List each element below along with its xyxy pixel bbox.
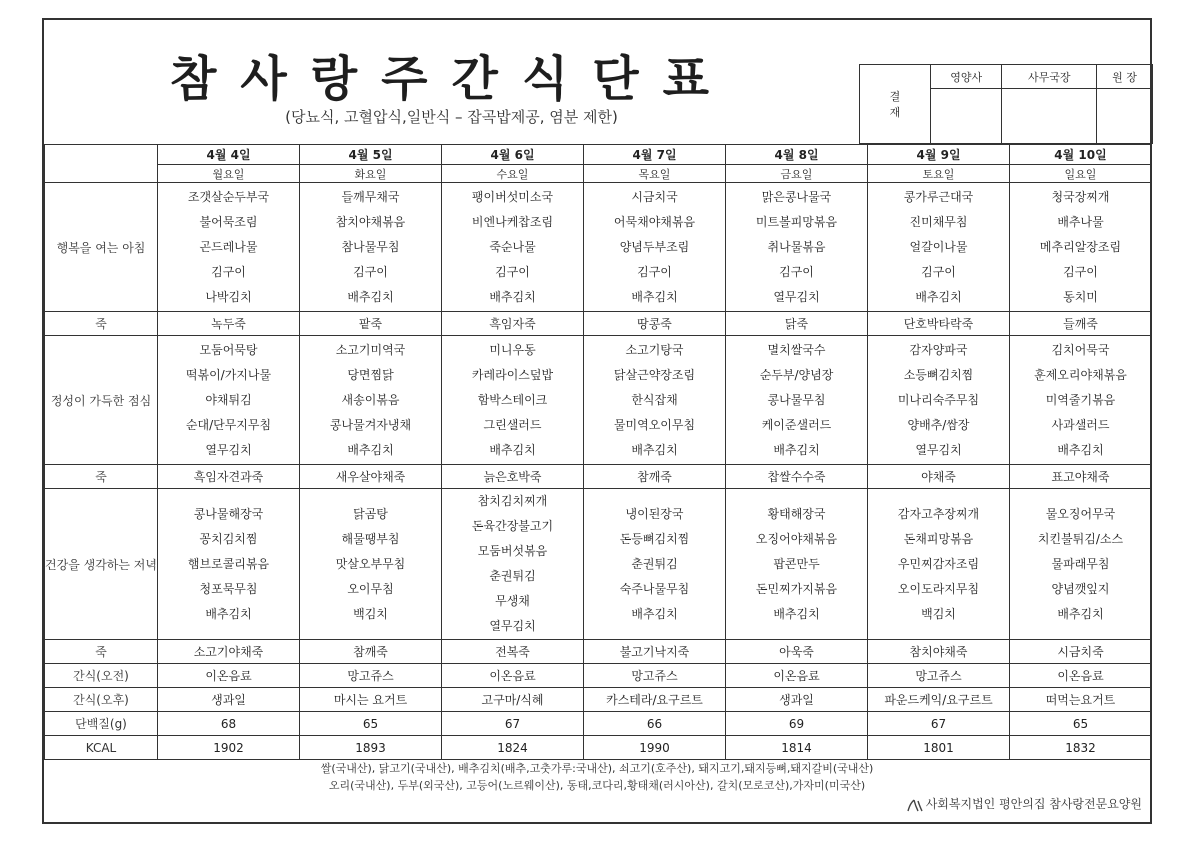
row-label-snack-pm: 간식(오후) — [45, 688, 158, 712]
porridge-cell: 참치야채죽 — [868, 640, 1010, 664]
meal-cell — [300, 489, 442, 640]
porridge-cell: 늙은호박죽 — [442, 465, 584, 489]
row-label-snack-am: 간식(오전) — [45, 664, 158, 688]
menu-item: 케이준샐러드 — [761, 417, 832, 432]
protein-cell: 68 — [158, 712, 300, 736]
porridge-cell: 불고기낙지죽 — [584, 640, 726, 664]
menu-item: 새송이볶음 — [341, 392, 400, 407]
menu-item: 콩나물겨자냉채 — [329, 417, 412, 432]
organization-label: 사회복지법인 평안의집 참사랑전문요양원 — [925, 797, 1142, 811]
menu-item: 떡볶이/가지나물 — [185, 367, 272, 382]
snack-pm-cell: 파운드케익/요구르트 — [868, 688, 1010, 712]
snack-pm-cell: 생과일 — [158, 688, 300, 712]
day-date: 4월 10일 — [1010, 145, 1152, 165]
menu-item: 물미역오이무침 — [613, 417, 696, 432]
menu-item: 꽁치김치찜 — [199, 531, 258, 546]
menu-item: 함박스테이크 — [477, 392, 548, 407]
menu-item: 닭살근약장조림 — [613, 367, 696, 382]
menu-item: 시금치국 — [631, 189, 678, 204]
approval-box — [859, 64, 1153, 144]
kcal-cell: 1832 — [1010, 736, 1152, 760]
menu-item: 팝콘만두 — [773, 556, 820, 571]
menu-item: 소등뼈김치찜 — [903, 367, 974, 382]
menu-item: 참치야채볶음 — [335, 214, 406, 229]
menu-item: 멸치쌀국수 — [767, 342, 826, 357]
day-of-week: 월요일 — [158, 165, 300, 183]
meal-cell — [584, 489, 726, 640]
menu-item: 배추김치 — [631, 442, 678, 457]
porridge-cell: 참깨죽 — [584, 465, 726, 489]
protein-cell: 65 — [1010, 712, 1152, 736]
meal-cell — [1010, 183, 1152, 312]
menu-item: 김구이 — [495, 264, 530, 279]
porridge-cell: 전복죽 — [442, 640, 584, 664]
menu-item: 배추김치 — [773, 442, 820, 457]
menu-item: 들깨무채국 — [341, 189, 400, 204]
day-of-week: 금요일 — [726, 165, 868, 183]
porridge-cell: 땅콩죽 — [584, 312, 726, 336]
menu-item: 소고기탕국 — [625, 342, 684, 357]
menu-item: 춘권튀김 — [489, 569, 536, 583]
row-label-dinner: 건강을 생각하는 저녁 — [45, 489, 158, 640]
menu-item: 춘권튀김 — [631, 556, 678, 571]
menu-item: 김구이 — [779, 264, 814, 279]
menu-item: 한식잡채 — [631, 392, 678, 407]
porridge-cell: 새우살야채죽 — [300, 465, 442, 489]
snack-pm-cell: 생과일 — [726, 688, 868, 712]
menu-item: 청포묵무침 — [199, 581, 258, 596]
menu-item: 나박김치 — [205, 289, 252, 304]
menu-item: 오이도라지무침 — [897, 581, 980, 596]
menu-item: 닭곰탕 — [353, 506, 388, 521]
snack-am-cell: 이온음료 — [726, 664, 868, 688]
meal-cell — [1010, 489, 1152, 640]
menu-item: 냉이된장국 — [625, 506, 684, 521]
menu-item: 진미채무침 — [909, 214, 968, 229]
day-date: 4월 9일 — [868, 145, 1010, 165]
menu-item: 콩나물해장국 — [193, 506, 264, 521]
porridge-cell: 야채죽 — [868, 465, 1010, 489]
kcal-cell: 1801 — [868, 736, 1010, 760]
menu-item: 돈민찌가지볶음 — [755, 581, 838, 596]
menu-item: 얼갈이나물 — [909, 239, 968, 254]
approval-sign-head[interactable] — [1097, 89, 1153, 144]
approval-role-head: 원 장 — [1097, 65, 1153, 89]
menu-item: 배추김치 — [347, 442, 394, 457]
approval-sign-nutritionist[interactable] — [931, 89, 1002, 144]
menu-item: 감자고추장찌개 — [897, 506, 980, 521]
approval-sign-director[interactable] — [1002, 89, 1097, 144]
meal-cell — [442, 183, 584, 312]
protein-cell: 67 — [868, 712, 1010, 736]
protein-cell: 67 — [442, 712, 584, 736]
approval-role-director: 사무국장 — [1002, 65, 1097, 89]
menu-item: 순대/단무지무침 — [185, 417, 272, 432]
porridge-cell: 소고기야채죽 — [158, 640, 300, 664]
meal-cell — [158, 489, 300, 640]
menu-item: 양념깻잎지 — [1051, 581, 1110, 596]
menu-item: 배추김치 — [915, 289, 962, 304]
menu-item: 우민찌감자조림 — [897, 556, 980, 571]
snack-pm-cell: 고구마/식혜 — [442, 688, 584, 712]
approval-role-nutritionist: 영양사 — [931, 65, 1002, 89]
menu-item: 동치미 — [1063, 289, 1098, 304]
meal-cell — [868, 183, 1010, 312]
menu-item: 백김치 — [921, 606, 956, 621]
snack-am-cell: 망고쥬스 — [584, 664, 726, 688]
meal-cell — [442, 336, 584, 465]
porridge-cell: 단호박타락죽 — [868, 312, 1010, 336]
row-label-breakfast: 행복을 여는 아침 — [45, 183, 158, 312]
meal-cell — [868, 336, 1010, 465]
day-of-week: 일요일 — [1010, 165, 1152, 183]
menu-item: 숙주나물무침 — [619, 581, 690, 596]
day-date: 4월 4일 — [158, 145, 300, 165]
menu-item: 곤드레나물 — [199, 239, 258, 254]
menu-item: 배추김치 — [489, 289, 536, 304]
menu-item: 콩가루근대국 — [903, 189, 974, 204]
menu-item: 무생채 — [495, 594, 530, 608]
meal-cell — [158, 336, 300, 465]
meal-cell — [300, 336, 442, 465]
protein-cell: 69 — [726, 712, 868, 736]
meal-cell — [726, 489, 868, 640]
menu-item: 훈제오리야채볶음 — [1034, 367, 1127, 382]
porridge-cell: 찹쌀수수죽 — [726, 465, 868, 489]
menu-item: 김구이 — [211, 264, 246, 279]
snack-am-cell: 망고쥬스 — [868, 664, 1010, 688]
protein-cell: 65 — [300, 712, 442, 736]
porridge-cell: 표고야채죽 — [1010, 465, 1152, 489]
menu-item: 열무김치 — [205, 442, 252, 457]
organization-logo-icon — [906, 798, 924, 812]
menu-item: 죽순나물 — [489, 239, 536, 254]
menu-item: 팽이버섯미소국 — [471, 189, 554, 204]
corner-cell — [45, 145, 158, 183]
row-label-lunch: 정성이 가득한 점심 — [45, 336, 158, 465]
menu-item: 해물땡부침 — [341, 531, 400, 546]
meal-cell — [158, 183, 300, 312]
menu-item: 당면찜닭 — [347, 367, 394, 382]
porridge-cell: 들깨죽 — [1010, 312, 1152, 336]
porridge-cell: 팥죽 — [300, 312, 442, 336]
menu-item: 양배추/쌈장 — [907, 417, 970, 432]
kcal-cell: 1893 — [300, 736, 442, 760]
kcal-cell: 1814 — [726, 736, 868, 760]
menu-item: 배추김치 — [631, 606, 678, 621]
meal-cell — [584, 336, 726, 465]
porridge-cell: 녹두죽 — [158, 312, 300, 336]
menu-item: 돈등뼈김치찜 — [619, 531, 690, 546]
menu-item: 순두부/양념장 — [759, 367, 834, 382]
menu-item: 콩나물무침 — [767, 392, 826, 407]
organization-name — [906, 795, 1142, 812]
menu-item: 김구이 — [353, 264, 388, 279]
day-of-week: 화요일 — [300, 165, 442, 183]
porridge-cell: 참깨죽 — [300, 640, 442, 664]
menu-item: 김구이 — [637, 264, 672, 279]
kcal-cell: 1990 — [584, 736, 726, 760]
menu-item: 김치어묵국 — [1051, 342, 1110, 357]
menu-item: 배추김치 — [773, 606, 820, 621]
menu-item: 열무김치 — [773, 289, 820, 304]
menu-item: 모둠버섯볶음 — [477, 544, 548, 558]
menu-item: 돈육간장불고기 — [471, 519, 554, 533]
snack-am-cell: 이온음료 — [1010, 664, 1152, 688]
menu-item: 감자양파국 — [909, 342, 968, 357]
menu-item: 열무김치 — [915, 442, 962, 457]
menu-item: 물오징어무국 — [1045, 506, 1116, 521]
approval-label: 결 재 — [860, 65, 931, 144]
footer — [44, 750, 1150, 822]
menu-item: 맛살오부무침 — [335, 556, 406, 571]
day-of-week: 수요일 — [442, 165, 584, 183]
menu-item: 참나물무침 — [341, 239, 400, 254]
menu-item: 취나물볶음 — [767, 239, 826, 254]
menu-item: 햄브로콜리볶음 — [187, 556, 270, 571]
menu-item: 배추김치 — [631, 289, 678, 304]
day-date: 4월 5일 — [300, 145, 442, 165]
porridge-cell: 시금치죽 — [1010, 640, 1152, 664]
menu-item: 그린샐러드 — [483, 417, 542, 432]
menu-item: 사과샐러드 — [1051, 417, 1110, 432]
menu-item: 메추리알장조림 — [1039, 239, 1122, 254]
meal-cell — [300, 183, 442, 312]
snack-am-cell: 이온음료 — [158, 664, 300, 688]
origin-line-1: 쌀(국내산), 닭고기(국내산), 배추김치(배추,고춧가루:국내산), 쇠고기(호주산), 돼지고기,돼지등뼈,돼지갈비(국내산) — [320, 762, 874, 775]
menu-item: 미역줄기볶음 — [1045, 392, 1116, 407]
menu-item: 오징어야채볶음 — [755, 531, 838, 546]
menu-item: 미니우동 — [489, 342, 536, 357]
menu-item: 어묵채야채볶음 — [613, 214, 696, 229]
menu-item: 돈채피망볶음 — [903, 531, 974, 546]
menu-item: 배추김치 — [489, 442, 536, 457]
porridge-cell: 흑임자죽 — [442, 312, 584, 336]
protein-cell: 66 — [584, 712, 726, 736]
menu-item: 미트볼피망볶음 — [755, 214, 838, 229]
menu-item: 카레라이스덮밥 — [471, 367, 554, 382]
snack-am-cell: 이온음료 — [442, 664, 584, 688]
menu-item: 맑은콩나물국 — [761, 189, 832, 204]
menu-item: 배추김치 — [205, 606, 252, 621]
day-date: 4월 7일 — [584, 145, 726, 165]
row-label-porridge: 죽 — [45, 640, 158, 664]
row-label-kcal: KCAL — [45, 736, 158, 760]
snack-am-cell: 망고쥬스 — [300, 664, 442, 688]
menu-item: 불어묵조림 — [199, 214, 258, 229]
porridge-cell: 닭죽 — [726, 312, 868, 336]
menu-item: 모둠어묵탕 — [199, 342, 258, 357]
menu-item: 백김치 — [353, 606, 388, 621]
menu-item: 양념두부조림 — [619, 239, 690, 254]
meal-cell — [1010, 336, 1152, 465]
menu-item: 배추김치 — [347, 289, 394, 304]
menu-item: 소고기미역국 — [335, 342, 406, 357]
snack-pm-cell: 마시는 요거트 — [300, 688, 442, 712]
snack-pm-cell: 카스테라/요구르트 — [584, 688, 726, 712]
meal-cell — [726, 183, 868, 312]
menu-item: 김구이 — [1063, 264, 1098, 279]
page-title: 참사랑주간식단표 — [170, 51, 733, 107]
day-of-week: 목요일 — [584, 165, 726, 183]
menu-item: 참치김치찌개 — [477, 494, 548, 508]
menu-item: 치킨불튀김/소스 — [1037, 531, 1124, 546]
day-of-week: 토요일 — [868, 165, 1010, 183]
menu-item: 미나리숙주무침 — [897, 392, 980, 407]
menu-item: 비엔나케찹조림 — [471, 214, 554, 229]
menu-item: 야채튀김 — [205, 392, 252, 407]
row-label-porridge: 죽 — [45, 465, 158, 489]
menu-item: 열무김치 — [489, 619, 536, 633]
menu-item: 청국장찌개 — [1051, 189, 1110, 204]
origin-line-2: 오리(국내산), 두부(외국산), 고등어(노르웨이산), 동태,코다리,황태채(러시아산), 갈치(모로코산),가자미(미국산) — [328, 779, 866, 792]
menu-item: 물파래무침 — [1051, 556, 1110, 571]
title-area — [44, 20, 859, 144]
menu-item: 조갯살순두부국 — [187, 189, 270, 204]
menu-item: 황태해장국 — [767, 506, 826, 521]
snack-pm-cell: 떠먹는요거트 — [1010, 688, 1152, 712]
weekly-menu-table — [44, 144, 1152, 760]
menu-item: 김구이 — [921, 264, 956, 279]
meal-cell — [726, 336, 868, 465]
page-subtitle: (당뇨식, 고혈압식,일반식 – 잡곡밥제공, 염분 제한) — [285, 108, 618, 126]
kcal-cell: 1902 — [158, 736, 300, 760]
day-date: 4월 8일 — [726, 145, 868, 165]
meal-cell — [584, 183, 726, 312]
meal-cell — [868, 489, 1010, 640]
porridge-cell: 흑임자견과죽 — [158, 465, 300, 489]
menu-item: 배추나물 — [1057, 214, 1104, 229]
porridge-cell: 아욱죽 — [726, 640, 868, 664]
menu-sheet — [42, 18, 1152, 824]
kcal-cell: 1824 — [442, 736, 584, 760]
day-date: 4월 6일 — [442, 145, 584, 165]
row-label-porridge: 죽 — [45, 312, 158, 336]
row-label-protein: 단백질(g) — [45, 712, 158, 736]
menu-item: 오이무침 — [347, 581, 394, 596]
menu-item: 배추김치 — [1057, 442, 1104, 457]
meal-cell — [442, 489, 584, 640]
menu-item: 배추김치 — [1057, 606, 1104, 621]
